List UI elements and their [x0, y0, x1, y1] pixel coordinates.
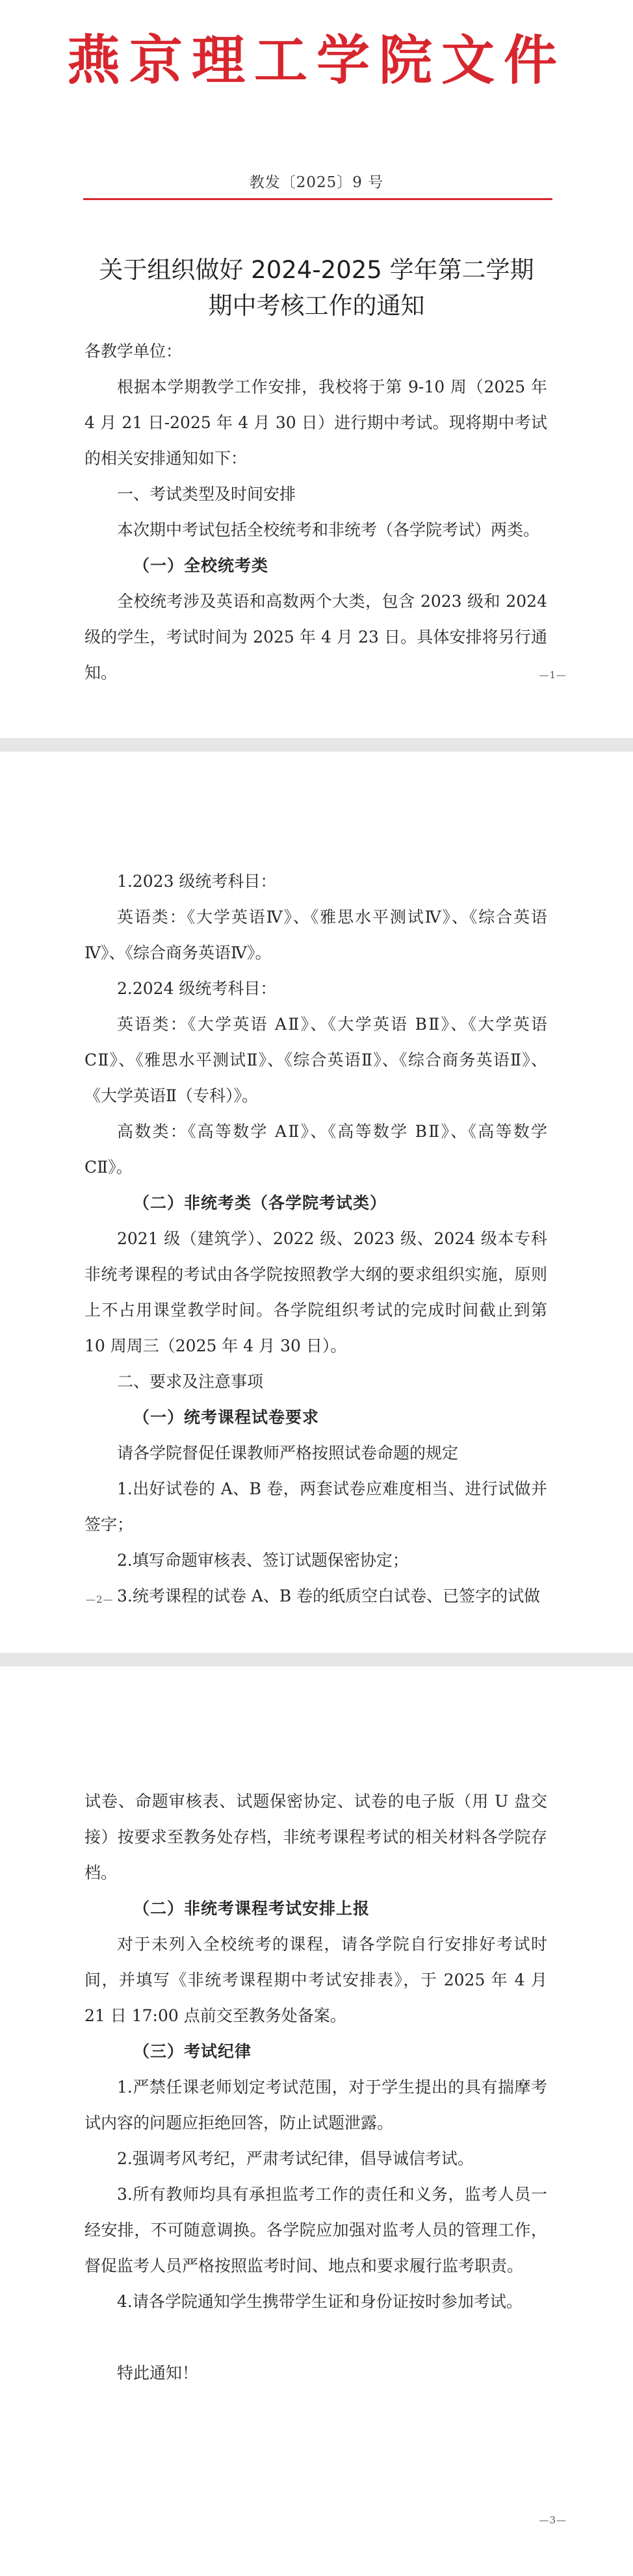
list-item: 2.填写命题审核表、签订试题保密协定； [117, 1551, 409, 1570]
document-title [78, 252, 555, 324]
document-page-2 [0, 752, 633, 1653]
list-item: 2.强调考风考纪，严肃考试纪律，倡导诚信考试。 [117, 2149, 474, 2168]
requirements-intro: 请各学院督促任课教师严格按照试卷命题的规定 [117, 1444, 459, 1462]
continued-paragraph: 试卷、命题审核表、试题保密协定、试卷的电子版（用 U 盘交接）按要求至教务处存档，非统考课程考试的相关材料各学院存档。 [84, 1792, 547, 1882]
list-item: 3.所有教师均具有承担监考工作的责任和义务，监考人员一经安排，不可随意调换。各学院应加强对监考人员的管理工作，督促监考人员严格按照监考时间、地点和要求履行监考职责。 [84, 2185, 547, 2275]
list-item: 1.2023 级统考科目： [117, 872, 277, 891]
document-header: 燕京理工学院文件 [66, 29, 566, 92]
exam-schedule-report-text: 对于未列入全校统考的课程，请各学院自行安排好考试时间，并填写《非统考课程期中考试安排表》，于 2025 年 4 月 21 日 17:00 点前交至教务处备案。 [84, 1935, 547, 2025]
unified-exam-text: 全校统考涉及英语和高数两个大类，包含 2023 级和 2024 级的学生，考试时间为 2025 年 4 月 23 日。具体安排将另行通知。 [84, 592, 547, 682]
section-1-text: 本次期中考试包括全校统考和非统考（各学院考试）两类。 [117, 520, 540, 539]
red-divider-line [83, 198, 552, 200]
page-2-body [84, 863, 547, 1614]
page-3-body [84, 1783, 547, 2391]
list-item: 1.出好试卷的 A、B 卷，两套试卷应难度相当、进行试做并签字； [84, 1479, 547, 1534]
list-item: 1.严禁任课老师划定考试范围，对于学生提出的具有揣摩考试内容的问题应拒绝回答，防止试题泄露。 [84, 2078, 547, 2132]
subheading-exam-schedule-report: （二）非统考课程考试安排上报 [133, 1899, 370, 1918]
non-unified-exam-text: 2021 级（建筑学）、2022 级、2023 级、2024 级本专科非统考课程的考试由各学院按照教学大纲的要求组织实施，原则上不占用课堂教学时间。各学院组织考试的完成时间截止到第 10 周周三（2025 年 4 月 30 日）。 [84, 1229, 547, 1355]
document-page-3 [0, 1666, 633, 2576]
list-item: 高数类：《高等数学 AⅡ》、《高等数学 BⅡ》、《高等数学 CⅡ》。 [84, 1122, 547, 1177]
page-number: —3— [539, 2514, 567, 2526]
document-page-1 [0, 0, 633, 738]
subheading-unified-exam: （一）全校统考类 [133, 556, 269, 575]
list-item: 英语类：《大学英语 AⅡ》、《大学英语 BⅡ》、《大学英语 CⅡ》、《雅思水平测试Ⅱ》、《综合英语Ⅱ》、《综合商务英语Ⅱ》、《大学英语Ⅱ（专科）》。 [84, 1015, 547, 1105]
intro-paragraph: 根据本学期教学工作安排，我校将于第 9-10 周（2025 年 4 月 21 日-2025 年 4 月 30 日）进行期中考试。现将期中考试的相关安排通知如下： [84, 377, 547, 468]
subheading-non-unified-exam: （二）非统考类（各学院考试类） [133, 1193, 387, 1212]
section-heading-1: 一、考试类型及时间安排 [117, 485, 296, 504]
list-item: 3.统考课程的试卷 A、B 卷的纸质空白试卷、已签字的试做 [117, 1587, 541, 1605]
page-number: —1— [539, 669, 567, 681]
title-line-2: 期中考核工作的通知 [208, 292, 425, 320]
section-heading-2: 二、要求及注意事项 [117, 1372, 264, 1391]
list-item: 2.2024 级统考科目： [117, 979, 277, 998]
title-line-1: 关于组织做好 2024-2025 学年第二学期 [99, 256, 534, 284]
subheading-exam-discipline: （三）考试纪律 [133, 2042, 252, 2061]
list-item: 英语类：《大学英语Ⅳ》、《雅思水平测试Ⅳ》、《综合英语Ⅳ》、《综合商务英语Ⅳ》。 [84, 908, 547, 962]
list-item: 4.请各学院通知学生携带学生证和身份证按时参加考试。 [117, 2292, 523, 2311]
page-1-body [84, 333, 547, 691]
document-number: 教发〔2025〕9 号 [249, 174, 384, 191]
page-number: —2— [86, 1594, 114, 1605]
subheading-exam-paper-requirements: （一）统考课程试卷要求 [133, 1408, 320, 1427]
salutation: 各教学单位： [84, 342, 183, 361]
closing-remark: 特此通知！ [117, 2364, 199, 2382]
